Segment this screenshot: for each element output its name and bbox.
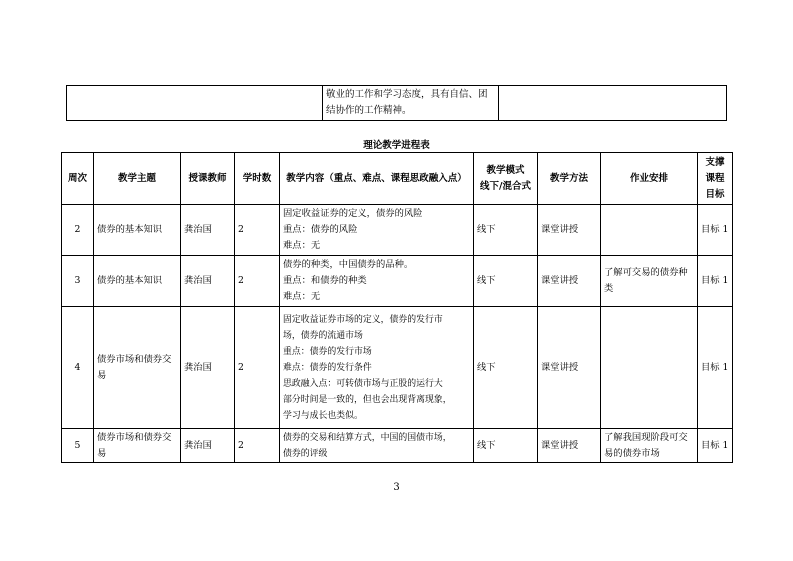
continuation-table xyxy=(66,85,727,121)
topic-cell: 债券的基本知识 xyxy=(94,256,181,307)
week-cell: 2 xyxy=(62,205,94,256)
header-assignment: 作业安排 xyxy=(601,153,698,205)
content-cell xyxy=(280,205,474,256)
content-line: 学习与成长也类似。 xyxy=(283,410,363,421)
table-row xyxy=(67,86,727,121)
topic-cell: 债券的基本知识 xyxy=(94,205,181,256)
content-line: 债券的种类，中国债券的品种。 xyxy=(283,259,414,270)
hours-cell: 2 xyxy=(235,256,280,307)
table-cell-empty xyxy=(499,86,727,121)
table-cell-empty xyxy=(67,86,323,121)
target-cell: 目标 1 xyxy=(698,256,733,307)
mode-cell: 线下 xyxy=(474,429,538,463)
content-line: 难点：债券的发行条件 xyxy=(283,362,372,373)
content-line: 难点：无 xyxy=(283,240,321,251)
header-week: 周次 xyxy=(62,153,94,205)
table-row xyxy=(62,256,733,307)
content-cell xyxy=(280,429,474,463)
table-caption: 理论教学进程表 xyxy=(363,140,430,151)
method-cell: 课堂讲授 xyxy=(538,256,601,307)
header-support-line: 目标 xyxy=(705,188,725,200)
content-line: 债券的交易和结算方式，中国的国债市场， xyxy=(283,432,452,443)
content-line: 债券的评级 xyxy=(283,448,328,459)
teacher-cell: 龚治国 xyxy=(181,256,235,307)
content-line: 场，债券的流通市场 xyxy=(283,330,363,341)
assignment-cell xyxy=(601,307,698,429)
header-mode-line: 线下/混合式 xyxy=(480,180,531,192)
hours-cell: 2 xyxy=(235,429,280,463)
page-number: 3 xyxy=(393,482,400,493)
teacher-cell: 龚治国 xyxy=(181,205,235,256)
theory-schedule-table xyxy=(61,152,733,463)
hours-cell: 2 xyxy=(235,205,280,256)
target-cell: 目标 1 xyxy=(698,429,733,463)
teacher-cell: 龚治国 xyxy=(181,429,235,463)
target-cell: 目标 1 xyxy=(698,307,733,429)
method-cell: 课堂讲授 xyxy=(538,429,601,463)
content-cell xyxy=(280,256,474,307)
mode-cell: 线下 xyxy=(474,256,538,307)
table-row xyxy=(62,429,733,463)
header-hours: 学时数 xyxy=(235,153,280,205)
header-support-line: 支撑 xyxy=(705,156,725,168)
assignment-cell xyxy=(601,205,698,256)
mode-cell: 线下 xyxy=(474,205,538,256)
header-method: 教学方法 xyxy=(538,153,601,205)
header-topic: 教学主题 xyxy=(94,153,181,205)
header-row xyxy=(62,153,733,205)
content-line: 部分时间是一致的，但也会出现背离现象， xyxy=(283,394,452,405)
header-mode xyxy=(474,153,538,205)
assignment-cell: 了解我国现阶段可交易的债券市场 xyxy=(601,429,698,463)
topic-cell: 债券市场和债券交易 xyxy=(94,429,181,463)
content-line: 重点：债券的发行市场 xyxy=(283,346,372,357)
table-row xyxy=(62,205,733,256)
topic-cell: 债券市场和债券交易 xyxy=(94,307,181,429)
content-line: 重点：债券的风险 xyxy=(283,224,358,235)
teacher-cell: 龚治国 xyxy=(181,307,235,429)
week-cell: 3 xyxy=(62,256,94,307)
mode-cell: 线下 xyxy=(474,307,538,429)
header-teacher: 授课教师 xyxy=(181,153,235,205)
content-cell xyxy=(280,307,474,429)
week-cell: 4 xyxy=(62,307,94,429)
week-cell: 5 xyxy=(62,429,94,463)
header-support-line: 课程 xyxy=(705,172,725,184)
content-line: 难点：无 xyxy=(283,291,321,302)
header-content: 教学内容（重点、难点、课程思政融入点） xyxy=(280,153,474,205)
target-cell: 目标 1 xyxy=(698,205,733,256)
hours-cell: 2 xyxy=(235,307,280,429)
assignment-cell: 了解可交易的债券种类 xyxy=(601,256,698,307)
content-line: 敬业的工作和学习态度，具有自信、团 xyxy=(326,89,488,100)
content-line: 固定收益证券市场的定义，债券的发行市 xyxy=(283,314,443,325)
content-line: 重点：和债券的种类 xyxy=(283,275,367,286)
content-line: 思政融入点：可转债市场与正股的运行大 xyxy=(283,378,443,389)
content-line: 固定收益证券的定义，债券的风险 xyxy=(283,208,423,219)
ability-content-cell xyxy=(323,86,499,121)
header-mode-line: 教学模式 xyxy=(486,164,525,176)
table-row xyxy=(62,307,733,429)
content-line: 结协作的工作精神。 xyxy=(326,105,412,116)
method-cell: 课堂讲授 xyxy=(538,205,601,256)
header-support xyxy=(698,153,733,205)
method-cell: 课堂讲授 xyxy=(538,307,601,429)
